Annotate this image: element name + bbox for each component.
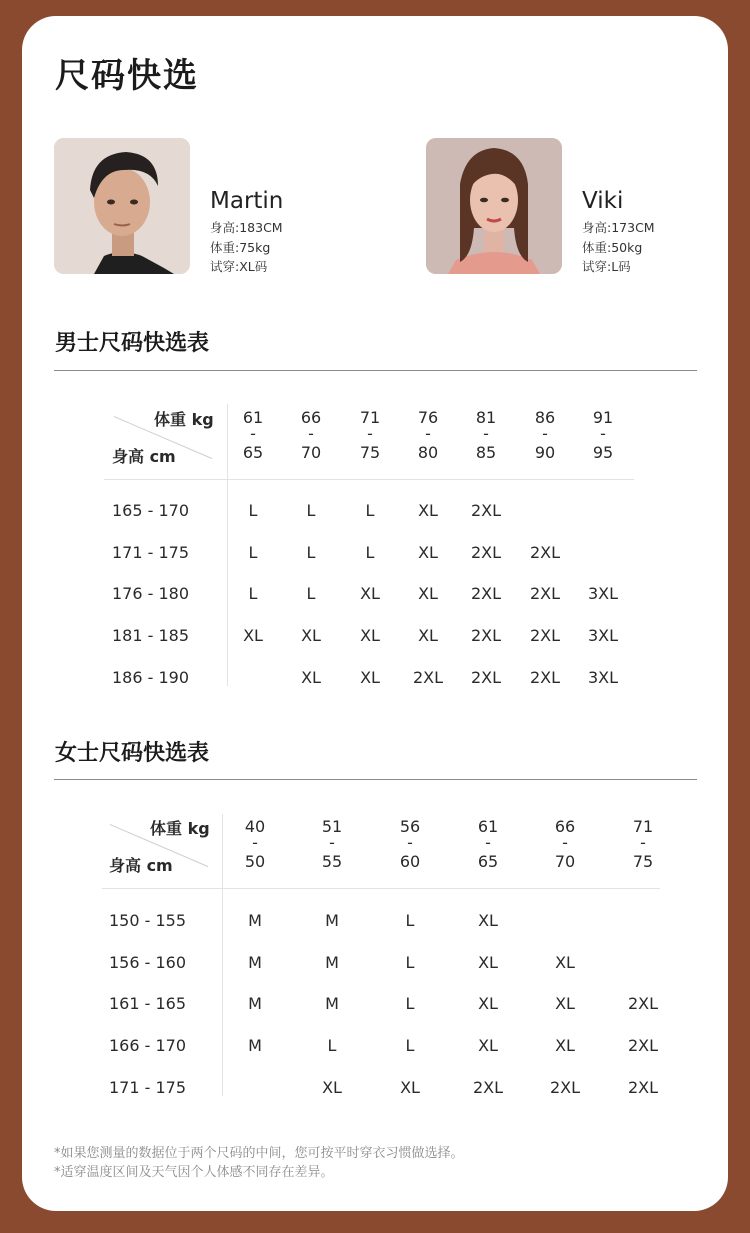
women-section-divider <box>54 779 697 780</box>
size-cell: M <box>248 911 262 930</box>
weight-range-from: 66 <box>554 817 576 836</box>
size-cell: 2XL <box>529 584 561 604</box>
size-cell: XL <box>322 1077 342 1097</box>
size-cell: 2XL <box>529 542 561 562</box>
size-cell: XL <box>360 626 380 646</box>
size-cell: 2XL <box>627 1077 659 1097</box>
weight-range-to: 85 <box>475 443 497 462</box>
weight-range-to: 80 <box>417 443 439 462</box>
size-cell: XL <box>478 994 498 1014</box>
weight-range-dash: - <box>329 833 335 852</box>
size-cell: 2XL <box>627 994 659 1014</box>
page-title: 尺码快选 <box>55 56 199 96</box>
weight-range-dash: - <box>250 424 256 443</box>
size-cell: 2XL <box>529 667 561 687</box>
size-cell: XL <box>360 584 380 604</box>
weight-range-to: 70 <box>300 443 322 462</box>
model-card-viki <box>426 138 746 278</box>
size-cell: 3XL <box>587 667 619 687</box>
size-cell: 2XL <box>470 626 502 646</box>
model-name: Viki <box>582 188 624 214</box>
size-cell: 3XL <box>587 584 619 604</box>
footnotes <box>54 1144 464 1182</box>
size-cell: XL <box>418 501 438 520</box>
size-cell: 2XL <box>529 626 561 646</box>
model-tried-size: 试穿:L码 <box>582 259 631 274</box>
weight-range-dash: - <box>252 833 258 852</box>
header-divider <box>104 479 634 480</box>
weight-range-to: 50 <box>244 852 266 871</box>
size-cell: L <box>405 994 415 1014</box>
height-range-label: 176 - 180 <box>112 584 190 604</box>
weight-range-dash: - <box>407 833 413 852</box>
size-cell: M <box>325 911 339 930</box>
height-range-label: 171 - 175 <box>112 542 190 562</box>
size-cell: L <box>248 584 258 604</box>
size-cell: L <box>306 542 316 562</box>
height-range-label: 166 - 170 <box>109 1036 187 1056</box>
women-section-title: 女士尺码快选表 <box>55 741 210 766</box>
weight-range-from: 61 <box>477 817 499 836</box>
size-cell: L <box>306 501 316 520</box>
size-cell: M <box>325 952 339 972</box>
weight-range-from: 66 <box>300 408 322 427</box>
size-cell: 2XL <box>412 667 444 687</box>
size-cell: 2XL <box>470 584 502 604</box>
column-divider <box>222 814 223 1096</box>
model-card-martin <box>54 138 374 278</box>
footnote: *如果您测量的数据位于两个尺码的中间，您可按平时穿衣习惯做选择。 <box>54 1146 464 1161</box>
weight-range-to: 75 <box>632 852 654 871</box>
size-cell: M <box>248 994 262 1014</box>
size-cell: XL <box>301 626 321 646</box>
height-axis-label: 身高 cm <box>112 447 176 466</box>
size-cell: 3XL <box>587 626 619 646</box>
size-guide-card <box>22 16 728 1211</box>
size-cell: XL <box>243 626 263 646</box>
men-section-divider <box>54 370 697 371</box>
weight-range-dash: - <box>308 424 314 443</box>
size-cell: XL <box>418 542 438 562</box>
size-cell: L <box>405 911 415 930</box>
weight-range-dash: - <box>562 833 568 852</box>
weight-range-dash: - <box>483 424 489 443</box>
weight-range-to: 65 <box>477 852 499 871</box>
weight-axis-label: 体重 kg <box>154 410 214 429</box>
avatar-martin <box>54 138 190 274</box>
size-cell: XL <box>478 911 498 930</box>
weight-range-from: 71 <box>359 408 381 427</box>
size-cell: L <box>405 1036 415 1056</box>
size-cell: M <box>248 952 262 972</box>
size-cell: M <box>325 994 339 1014</box>
size-cell: L <box>248 501 258 520</box>
weight-range-dash: - <box>640 833 646 852</box>
weight-range-from: 76 <box>417 408 439 427</box>
footnote: *适穿温度区间及天气因个人体感不同存在差异。 <box>54 1165 334 1180</box>
size-cell: 2XL <box>470 542 502 562</box>
weight-range-from: 91 <box>592 408 614 427</box>
size-cell: XL <box>555 1036 575 1056</box>
height-axis-label: 身高 cm <box>109 856 173 875</box>
weight-range-from: 81 <box>475 408 497 427</box>
model-tried-size: 试穿:XL码 <box>210 259 268 274</box>
size-cell: 2XL <box>549 1077 581 1097</box>
weight-range-to: 60 <box>399 852 421 871</box>
height-range-label: 161 - 165 <box>109 994 187 1014</box>
size-cell: XL <box>400 1077 420 1097</box>
men-section-title: 男士尺码快选表 <box>55 331 210 356</box>
weight-range-dash: - <box>485 833 491 852</box>
weight-range-dash: - <box>542 424 548 443</box>
weight-axis-label: 体重 kg <box>150 819 210 838</box>
weight-range-from: 71 <box>632 817 654 836</box>
weight-range-dash: - <box>600 424 606 443</box>
weight-range-to: 95 <box>592 443 614 462</box>
size-cell: XL <box>555 952 575 972</box>
model-name: Martin <box>210 188 284 214</box>
size-cell: 2XL <box>470 501 502 520</box>
model-weight: 体重:75kg <box>210 239 271 255</box>
size-cell: XL <box>478 952 498 972</box>
size-cell: M <box>248 1036 262 1056</box>
size-cell: L <box>365 501 375 520</box>
height-range-label: 186 - 190 <box>112 667 190 687</box>
size-cell: XL <box>418 626 438 646</box>
size-cell: XL <box>555 994 575 1014</box>
weight-range-from: 40 <box>244 817 266 836</box>
model-height: 身高:183CM <box>210 220 283 235</box>
weight-range-from: 86 <box>534 408 556 427</box>
weight-range-from: 56 <box>399 817 421 836</box>
column-divider <box>227 404 228 686</box>
weight-range-to: 90 <box>534 443 556 462</box>
size-cell: L <box>405 952 415 972</box>
height-range-label: 181 - 185 <box>112 626 190 646</box>
model-weight: 体重:50kg <box>582 239 643 255</box>
size-cell: 2XL <box>470 667 502 687</box>
weight-range-from: 51 <box>321 817 343 836</box>
weight-range-to: 65 <box>242 443 264 462</box>
size-cell: 2XL <box>472 1077 504 1097</box>
model-height: 身高:173CM <box>582 220 655 235</box>
avatar-viki <box>426 138 562 274</box>
weight-range-dash: - <box>425 424 431 443</box>
size-cell: L <box>327 1036 337 1056</box>
size-cell: L <box>248 542 258 562</box>
weight-range-dash: - <box>367 424 373 443</box>
size-cell: XL <box>301 667 321 687</box>
height-range-label: 150 - 155 <box>109 911 187 930</box>
header-divider <box>102 888 660 889</box>
height-range-label: 156 - 160 <box>109 952 187 972</box>
height-range-label: 171 - 175 <box>109 1077 187 1097</box>
size-cell: XL <box>478 1036 498 1056</box>
size-cell: 2XL <box>627 1036 659 1056</box>
size-cell: XL <box>360 667 380 687</box>
weight-range-from: 61 <box>242 408 264 427</box>
size-cell: XL <box>418 584 438 604</box>
weight-range-to: 55 <box>321 852 343 871</box>
weight-range-to: 70 <box>554 852 576 871</box>
size-cell: L <box>365 542 375 562</box>
weight-range-to: 75 <box>359 443 381 462</box>
size-cell: L <box>306 584 316 604</box>
height-range-label: 165 - 170 <box>112 501 190 520</box>
